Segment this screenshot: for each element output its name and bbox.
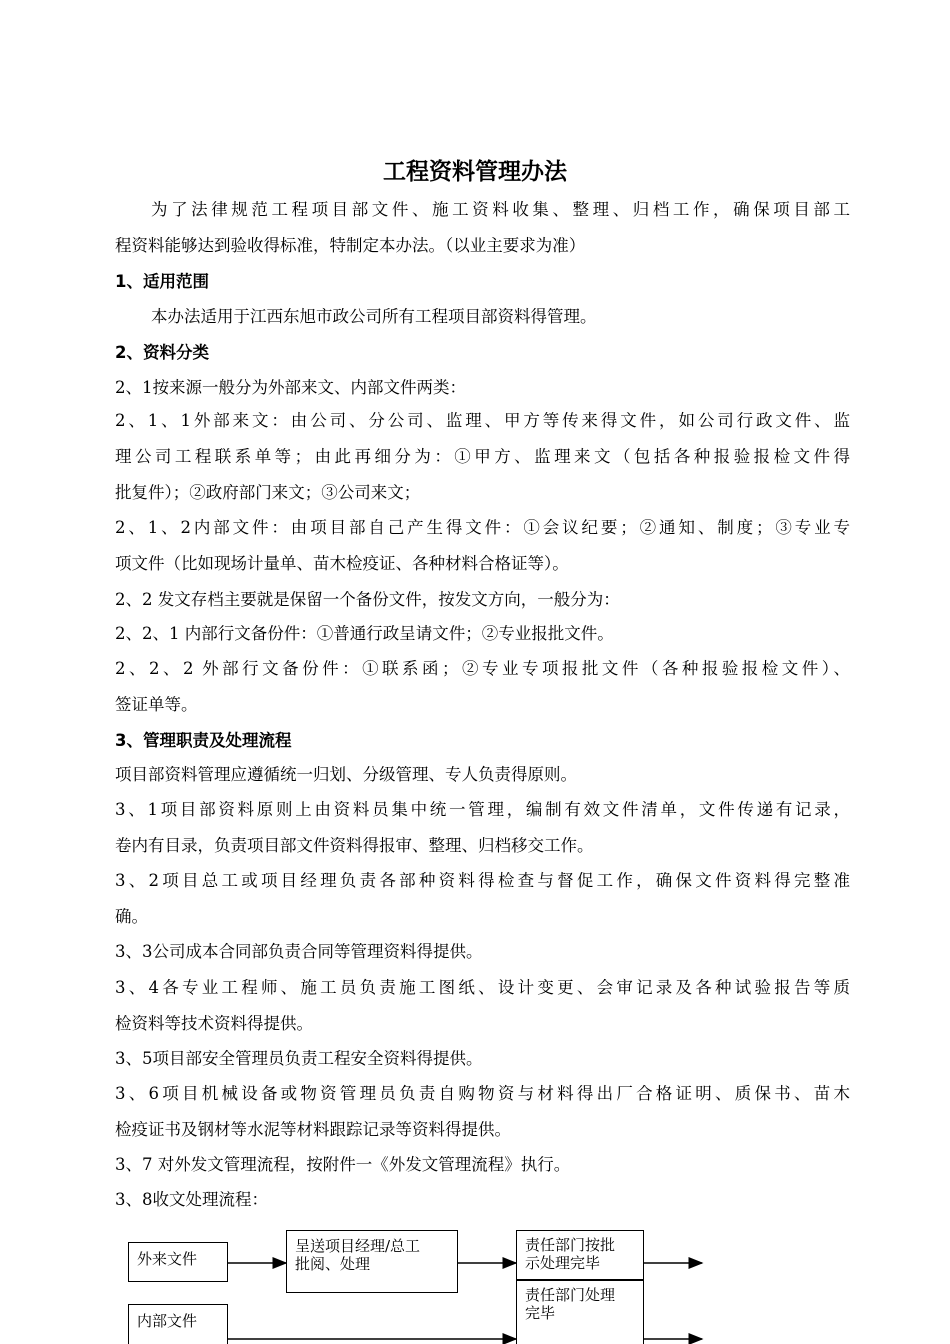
- paragraph-line: 3、6项目机械设备或物资管理员负责自购物资与材料得出厂合格证明、质保书、苗木: [115, 1084, 850, 1103]
- paragraph-line: 3、2项目总工或项目经理负责各部种资料得检查与督促工作，确保文件资料得完整准: [115, 871, 850, 890]
- paragraph-line: 签证单等。: [115, 695, 198, 714]
- paragraph-line: 2、2 发文存档主要就是保留一个备份文件，按发文方向，一般分为：: [115, 590, 620, 609]
- flow-box-dept-done: 责任部门处理 完毕: [516, 1280, 644, 1344]
- paragraph-line: 本办法适用于江西东旭市政公司所有工程项目部资料得管理。: [151, 307, 597, 326]
- flow-box-submit-manager: 呈送项目经理/总工 批阅、处理: [286, 1230, 458, 1293]
- flow-box-external-file: 外来文件: [128, 1242, 228, 1282]
- section-heading: 1、适用范围: [115, 272, 209, 291]
- document-title: 工程资料管理办法: [383, 159, 567, 185]
- paragraph-line: 3、5项目部安全管理员负责工程安全资料得提供。: [115, 1049, 483, 1068]
- paragraph-line: 3、3公司成本合同部负责合同等管理资料得提供。: [115, 942, 483, 961]
- section-heading: 3、管理职责及处理流程: [115, 731, 292, 750]
- paragraph-line: 2、1、1外部来文：由公司、分公司、监理、甲方等传来得文件，如公司行政文件、监: [115, 411, 850, 430]
- paragraph-line: 确。: [115, 907, 148, 926]
- paragraph-line: 卷内有目录，负责项目部文件资料得报审、整理、归档移交工作。: [115, 836, 594, 855]
- flow-box-dept-instruct: 责任部门按批 示处理完毕: [516, 1230, 644, 1280]
- flow-box-internal-file: 内部文件: [128, 1304, 228, 1344]
- paragraph-line: 3、1项目部资料原则上由资料员集中统一管理，编制有效文件清单，文件传递有记录，: [115, 800, 850, 819]
- paragraph-line: 2、2、1 内部行文备份件：①普通行政呈请文件；②专业报批文件。: [115, 624, 614, 643]
- paragraph-line: 3、7 对外发文管理流程，按附件一《外发文管理流程》执行。: [115, 1155, 571, 1174]
- paragraph-line: 程资料能够达到验收得标准，特制定本办法。（以业主要求为准）: [115, 236, 586, 255]
- paragraph-line: 3、4各专业工程师、施工员负责施工图纸、设计变更、会审记录及各种试验报告等质: [115, 978, 850, 997]
- paragraph-line: 2、1按来源一般分为外部来文、内部文件两类：: [115, 378, 466, 397]
- paragraph-line: 项文件（比如现场计量单、苗木检疫证、各种材料合格证等）。: [115, 554, 569, 573]
- section-heading: 2、资料分类: [115, 343, 209, 362]
- paragraph-line: 理公司工程联系单等；由此再细分为：①甲方、监理来文（包括各种报验报检文件得: [115, 447, 850, 466]
- paragraph-line: 检疫证书及钢材等水泥等材料跟踪记录等资料得提供。: [115, 1120, 511, 1139]
- paragraph-line: 批复件）；②政府部门来文；③公司来文；: [115, 483, 421, 502]
- paragraph-line: 检资料等技术资料得提供。: [115, 1014, 313, 1033]
- paragraph-line: 项目部资料管理应遵循统一归划、分级管理、专人负责得原则。: [115, 765, 577, 784]
- paragraph-line: 2、1、2内部文件：由项目部自己产生得文件：①会议纪要；②通知、制度；③专业专: [115, 518, 850, 537]
- paragraph-line: 2、2、2 外部行文备份件：①联系函；②专业专项报批文件（各种报验报检文件）、: [115, 659, 850, 678]
- paragraph-line: 3、8收文处理流程：: [115, 1190, 268, 1209]
- paragraph-line: 为了法律规范工程项目部文件、施工资料收集、整理、归档工作，确保项目部工: [151, 200, 850, 219]
